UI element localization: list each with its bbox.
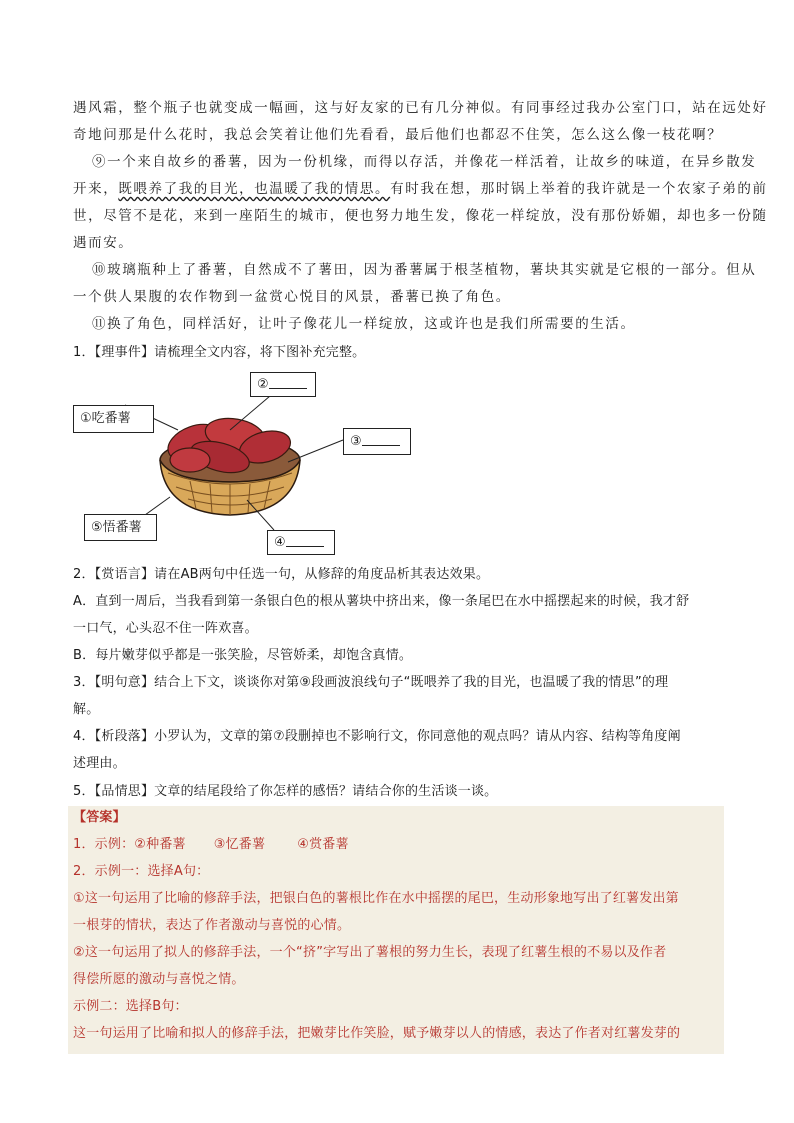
answer-1-item: ②种番薯 — [134, 837, 186, 852]
answer-2-point-2-cont: 得偿所愿的激动与喜悦之情。 — [73, 972, 245, 987]
question-3: 3．【明句意】结合上下文，谈谈你对第⑨段画波浪线句子“既喂养了我的目光，也温暖了我的情思”的理 — [73, 675, 669, 690]
question-2-option-a-cont: 一口气，心头忍不住一阵欢喜。 — [73, 621, 258, 636]
answer-2-point-2: ②这一句运用了拟人的修辞手法，一个“挤”字写出了薯根的努力生长，表现了红薯生根的不易以及作者 — [73, 945, 667, 960]
paragraph-11-line: ⑪换了角色，同样活好，让叶子像花儿一样绽放，这或许也是我们所需要的生活。 — [92, 316, 636, 332]
wavy-underlined-sentence: 既喂养了我的目光，也温暖了我的情思。 — [118, 181, 391, 197]
answer-2-title: 2．示例一：选择A句： — [73, 864, 210, 879]
diagram-box-3 — [343, 428, 411, 455]
answer-2-point-1: ①这一句运用了比喻的修辞手法，把银白色的薯根比作在水中摇摆的尾巴，生动形象地写出了红薯发出第 — [73, 891, 679, 906]
question-5: 5．【品情思】文章的结尾段给了你怎样的感悟？请结合你的生活谈一谈。 — [73, 784, 498, 799]
box-label: ①吃番薯 — [80, 411, 131, 426]
paragraph-9-line: 遇而安。 — [73, 235, 134, 251]
diagram-box-4 — [267, 530, 335, 555]
box-label: ② — [257, 377, 269, 392]
answer-header: 【答案】 — [73, 810, 126, 825]
question-4-cont: 述理由。 — [73, 756, 126, 771]
answer-1-prefix: 1．示例： — [73, 837, 135, 852]
question-2: 2．【赏语言】请在AB两句中任选一句，从修辞的角度品析其表达效果。 — [73, 567, 490, 582]
answer-1-item: ③忆番薯 — [213, 837, 266, 852]
question-1: 1．【理事件】请梳理全文内容，将下图补充完整。 — [73, 345, 366, 360]
passage-line: 遇风霜，整个瓶子也就变成一幅画，这与好友家的已有几分神似。有同事经过我办公室门口，站在远处好 — [73, 100, 768, 116]
paragraph-9-line: ⑨一个来自故乡的番薯，因为一份机缘，而得以存活，并像花一样活着，让故乡的味道，在异乡散发 — [92, 154, 757, 170]
answer-blank[interactable] — [362, 431, 400, 446]
answer-blank[interactable] — [269, 374, 307, 389]
passage-line: 奇地问那是什么花时，我总会笑着让他们先看看，最后他们也都忍不住笑，怎么这么像一枝花啊？ — [73, 127, 723, 143]
answer-2-point-1-cont: 一根芽的情状，表达了作者激动与喜悦的心情。 — [73, 918, 351, 933]
paragraph-10-line: ⑩玻璃瓶种上了番薯，自然成不了薯田，因为番薯属于根茎植物，薯块其实就是它根的一部分。但从 — [92, 262, 757, 278]
answer-2-example-2: 示例二：选择B句： — [73, 999, 188, 1014]
text-run: 开来， — [73, 181, 119, 197]
paragraph-10-line: 一个供人果腹的农作物到一盆赏心悦目的风景，番薯已换了角色。 — [73, 289, 511, 305]
answer-2-example-2-body: 这一句运用了比喻和拟人的修辞手法，把嫩芽比作笑脸，赋予嫩芽以人的情感，表达了作者对红薯发芽的 — [73, 1026, 681, 1041]
text-run: 有时我在想，那时锅上举着的我许就是一个农家子弟的前 — [390, 181, 768, 197]
diagram-box-1 — [73, 405, 154, 433]
question-2-option-a: A．直到一周后，当我看到第一条银白色的根从薯块中挤出来，像一条尾巴在水中摇摆起来的时候，我才舒 — [73, 594, 690, 609]
box-label: ⑤悟番薯 — [91, 520, 142, 535]
answer-blank[interactable] — [286, 532, 324, 547]
box-label: ③ — [350, 434, 362, 449]
question-4: 4．【析段落】小罗认为，文章的第⑦段删掉也不影响行文，你同意他的观点吗？请从内容、结构等角度阐 — [73, 729, 681, 744]
diagram-box-5 — [84, 514, 157, 541]
paragraph-9-line: 世，尽管不是花，来到一座陌生的城市，便也努力地生发，像花一样绽放，没有那份娇媚，却也多一份随 — [73, 208, 768, 224]
diagram-box-2 — [250, 372, 316, 397]
question-3-cont: 解。 — [73, 702, 100, 717]
answer-1 — [73, 835, 723, 855]
question-2-option-b: B．每片嫩芽似乎都是一张笑脸，尽管娇柔，却饱含真情。 — [73, 648, 413, 663]
answer-1-item: ④赏番薯 — [297, 837, 349, 852]
box-label: ④ — [274, 535, 286, 550]
